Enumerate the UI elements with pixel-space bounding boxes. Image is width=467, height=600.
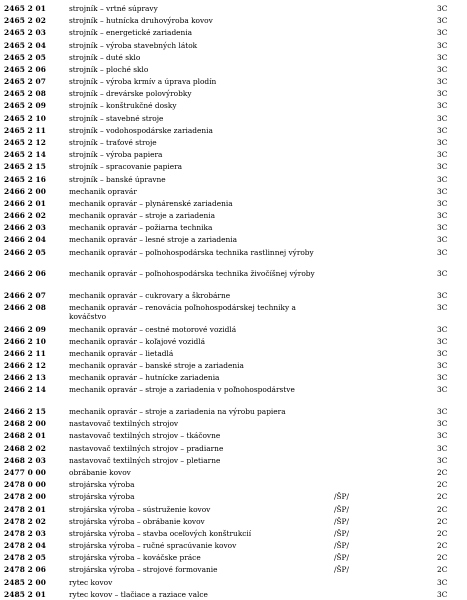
code-cell: 2465 2 04 xyxy=(4,40,47,50)
name-cell: mechanik opravár – stroje a zariadenia xyxy=(69,211,216,221)
class-cell: 3C xyxy=(437,419,448,429)
code-cell: 2465 2 01 xyxy=(4,4,47,13)
note-cell: /ŠP/ xyxy=(334,541,350,551)
class-cell: 3C xyxy=(437,77,448,87)
name-cell: strojárska výroba xyxy=(69,480,135,490)
code-cell: 2466 2 04 xyxy=(4,235,47,245)
code-cell: 2478 0 00 xyxy=(4,480,47,490)
note-cell: /ŠP/ xyxy=(334,516,350,526)
name-cell: strojník – traťové stroje xyxy=(69,137,157,147)
code-cell: 2478 2 01 xyxy=(4,504,47,514)
name-cell: mechanik opravár – banské stroje a zariadenia xyxy=(69,361,244,371)
class-cell: 3C xyxy=(437,4,448,13)
name-cell: mechanik opravár – hutnícke zariadenia xyxy=(69,373,220,383)
code-cell: 2466 2 08 xyxy=(4,302,47,312)
name-cell: mechanik opravár – požiarna technika xyxy=(69,223,213,233)
class-cell: 3C xyxy=(437,385,448,395)
class-cell: 2C xyxy=(437,553,448,563)
class-cell: 3C xyxy=(437,336,448,346)
code-cell: 2466 2 12 xyxy=(4,361,47,371)
name-cell: mechanik opravár – stroje a zariadenia na výrobu papiera xyxy=(69,407,286,417)
class-cell: 3C xyxy=(437,247,448,257)
class-cell: 2C xyxy=(437,492,448,502)
code-cell: 2468 2 01 xyxy=(4,431,47,441)
name-cell: strojník – výroba papiera xyxy=(69,150,163,160)
code-cell: 2478 2 00 xyxy=(4,492,47,502)
name-cell: mechanik opravár – plynárenské zariadenia xyxy=(69,198,233,208)
note-cell: /ŠP/ xyxy=(334,528,350,538)
class-cell: 3C xyxy=(437,302,448,312)
class-cell: 3C xyxy=(437,198,448,208)
code-cell: 2465 2 07 xyxy=(4,77,47,87)
class-cell: 3C xyxy=(437,455,448,465)
code-cell: 2465 2 16 xyxy=(4,174,47,184)
class-cell: 2C xyxy=(437,565,448,575)
class-cell: 3C xyxy=(437,101,448,111)
class-cell: 3C xyxy=(437,64,448,74)
name-cell: nastavovač textilných strojov – pradiarne xyxy=(69,443,224,453)
class-cell: 3C xyxy=(437,407,448,417)
class-cell: 3C xyxy=(437,589,448,599)
name-cell: mechanik opravár – stroje a zariadenia v poľnohospodárstve xyxy=(69,385,295,395)
class-cell: 3C xyxy=(437,431,448,441)
name-cell: mechanik opravár – renovácia poľnohospodárskej techniky a kováčstvo xyxy=(69,302,296,321)
class-cell: 3C xyxy=(437,269,448,279)
code-cell: 2466 2 00 xyxy=(4,186,47,196)
code-cell: 2465 2 09 xyxy=(4,101,47,111)
class-cell: 3C xyxy=(437,235,448,245)
code-cell: 2465 2 10 xyxy=(4,113,47,123)
class-cell: 3C xyxy=(437,290,448,300)
name-cell: strojárska výroba – kováčske práce xyxy=(69,553,201,563)
code-cell: 2465 2 14 xyxy=(4,150,47,160)
code-cell: 2466 2 01 xyxy=(4,198,47,208)
name-cell: strojník – vrtné súpravy xyxy=(69,4,158,13)
name-cell: strojník – výroba stavebných látok xyxy=(69,40,198,50)
name-cell: mechanik opravár – cukrovary a škrobárne xyxy=(69,290,231,300)
class-cell: 3C xyxy=(437,361,448,371)
name-cell: obrábanie kovov xyxy=(69,467,131,477)
class-cell: 3C xyxy=(437,223,448,233)
name-cell: mechanik opravár – poľnohospodárska technika rastlinnej výroby xyxy=(69,247,314,257)
code-cell: 2465 2 08 xyxy=(4,89,47,99)
name-cell: strojník – energetické zariadenia xyxy=(69,28,193,38)
code-cell: 2468 2 00 xyxy=(4,419,47,429)
code-cell: 2466 2 02 xyxy=(4,211,47,221)
note-cell: /ŠP/ xyxy=(334,492,350,502)
name-cell: strojník – výroba krmív a úprava plodín xyxy=(69,77,217,87)
code-cell: 2478 2 06 xyxy=(4,565,47,575)
code-cell: 2485 2 01 xyxy=(4,589,47,599)
code-cell: 2466 2 14 xyxy=(4,385,47,395)
code-cell: 2478 2 04 xyxy=(4,541,47,551)
name-cell: mechanik opravár – cestné motorové vozidlá xyxy=(69,324,237,334)
name-cell: rytec kovov – tlačiace a raziace valce xyxy=(69,589,208,599)
code-cell: 2468 2 03 xyxy=(4,455,47,465)
name-cell: strojník – stavebné stroje xyxy=(69,113,164,123)
code-cell: 2465 2 03 xyxy=(4,28,47,38)
class-cell: 3C xyxy=(437,125,448,135)
name-cell: strojárska výroba – strojové formovanie xyxy=(69,565,218,575)
name-cell: strojník – duté sklo xyxy=(69,52,141,62)
code-cell: 2466 2 06 xyxy=(4,269,47,279)
class-cell: 3C xyxy=(437,174,448,184)
class-cell: 3C xyxy=(437,113,448,123)
name-cell: mechanik opravár – koľajové vozidlá xyxy=(69,336,205,346)
name-cell: strojárska výroba – ručné spracúvanie kovov xyxy=(69,541,237,551)
name-cell: mechanik opravár – poľnohospodárska technika živočíšnej výroby xyxy=(69,269,315,279)
code-cell: 2466 2 07 xyxy=(4,290,47,300)
class-cell: 3C xyxy=(437,150,448,160)
code-cell: 2466 2 10 xyxy=(4,336,47,346)
code-cell: 2478 2 03 xyxy=(4,528,47,538)
name-cell: strojník – hutnícka druhovýroba kovov xyxy=(69,16,213,26)
class-cell: 3C xyxy=(437,89,448,99)
class-cell: 3C xyxy=(437,186,448,196)
name-cell: nastavovač textilných strojov xyxy=(69,419,179,429)
class-cell: 2C xyxy=(437,504,448,514)
name-cell: strojárska výroba – obrábanie kovov xyxy=(69,516,205,526)
code-cell: 2468 2 02 xyxy=(4,443,47,453)
name-cell: strojník – ploché sklo xyxy=(69,64,149,74)
name-cell: nastavovač textilných strojov – pletiarne xyxy=(69,455,221,465)
name-cell: mechanik opravár – lesné stroje a zariadenia xyxy=(69,235,238,245)
class-cell: 2C xyxy=(437,541,448,551)
class-cell: 3C xyxy=(437,162,448,172)
code-cell: 2466 2 05 xyxy=(4,247,47,257)
class-cell: 2C xyxy=(437,516,448,526)
name-cell: strojárska výroba – stavba oceľových konštrukcií xyxy=(69,528,252,538)
name-cell: strojárska výroba – sústruženie kovov xyxy=(69,504,211,514)
name-cell: strojník – vodohospodárske zariadenia xyxy=(69,125,213,135)
code-cell: 2465 2 02 xyxy=(4,16,47,26)
code-cell: 2485 2 00 xyxy=(4,577,47,587)
code-cell: 2478 2 05 xyxy=(4,553,47,563)
name-cell: mechanik opravár xyxy=(69,186,137,196)
code-cell: 2466 2 03 xyxy=(4,223,47,233)
class-cell: 2C xyxy=(437,480,448,490)
class-cell: 3C xyxy=(437,52,448,62)
name-cell: strojník – spracovanie papiera xyxy=(69,162,183,172)
name-cell: nastavovač textilných strojov – tkáčovne xyxy=(69,431,221,441)
class-cell: 2C xyxy=(437,467,448,477)
code-cell: 2465 2 12 xyxy=(4,137,47,147)
class-cell: 3C xyxy=(437,16,448,26)
name-cell: mechanik opravár – lietadlá xyxy=(69,348,174,358)
code-cell: 2478 2 02 xyxy=(4,516,47,526)
name-cell: strojník – konštrukčné dosky xyxy=(69,101,177,111)
class-cell: 2C xyxy=(437,528,448,538)
code-cell: 2466 2 09 xyxy=(4,324,47,334)
name-cell: strojárska výroba xyxy=(69,492,135,502)
code-cell: 2465 2 06 xyxy=(4,64,47,74)
name-cell: strojník – drevárske polovýrobky xyxy=(69,89,192,99)
code-cell: 2466 2 11 xyxy=(4,348,47,358)
name-cell: rytec kovov xyxy=(69,577,113,587)
class-cell: 3C xyxy=(437,211,448,221)
class-cell: 3C xyxy=(437,137,448,147)
class-cell: 3C xyxy=(437,324,448,334)
code-cell: 2477 0 00 xyxy=(4,467,47,477)
class-cell: 3C xyxy=(437,28,448,38)
name-cell: strojník – banské úpravne xyxy=(69,174,166,184)
class-cell: 3C xyxy=(437,443,448,453)
code-cell: 2465 2 11 xyxy=(4,125,47,135)
note-cell: /ŠP/ xyxy=(334,553,350,563)
class-cell: 3C xyxy=(437,373,448,383)
code-cell: 2465 2 15 xyxy=(4,162,47,172)
note-cell: /ŠP/ xyxy=(334,504,350,514)
note-cell: /ŠP/ xyxy=(334,565,350,575)
class-cell: 3C xyxy=(437,348,448,358)
code-cell: 2466 2 15 xyxy=(4,407,47,417)
code-cell: 2465 2 05 xyxy=(4,52,47,62)
code-cell: 2466 2 13 xyxy=(4,373,47,383)
class-cell: 3C xyxy=(437,40,448,50)
class-cell: 3C xyxy=(437,577,448,587)
